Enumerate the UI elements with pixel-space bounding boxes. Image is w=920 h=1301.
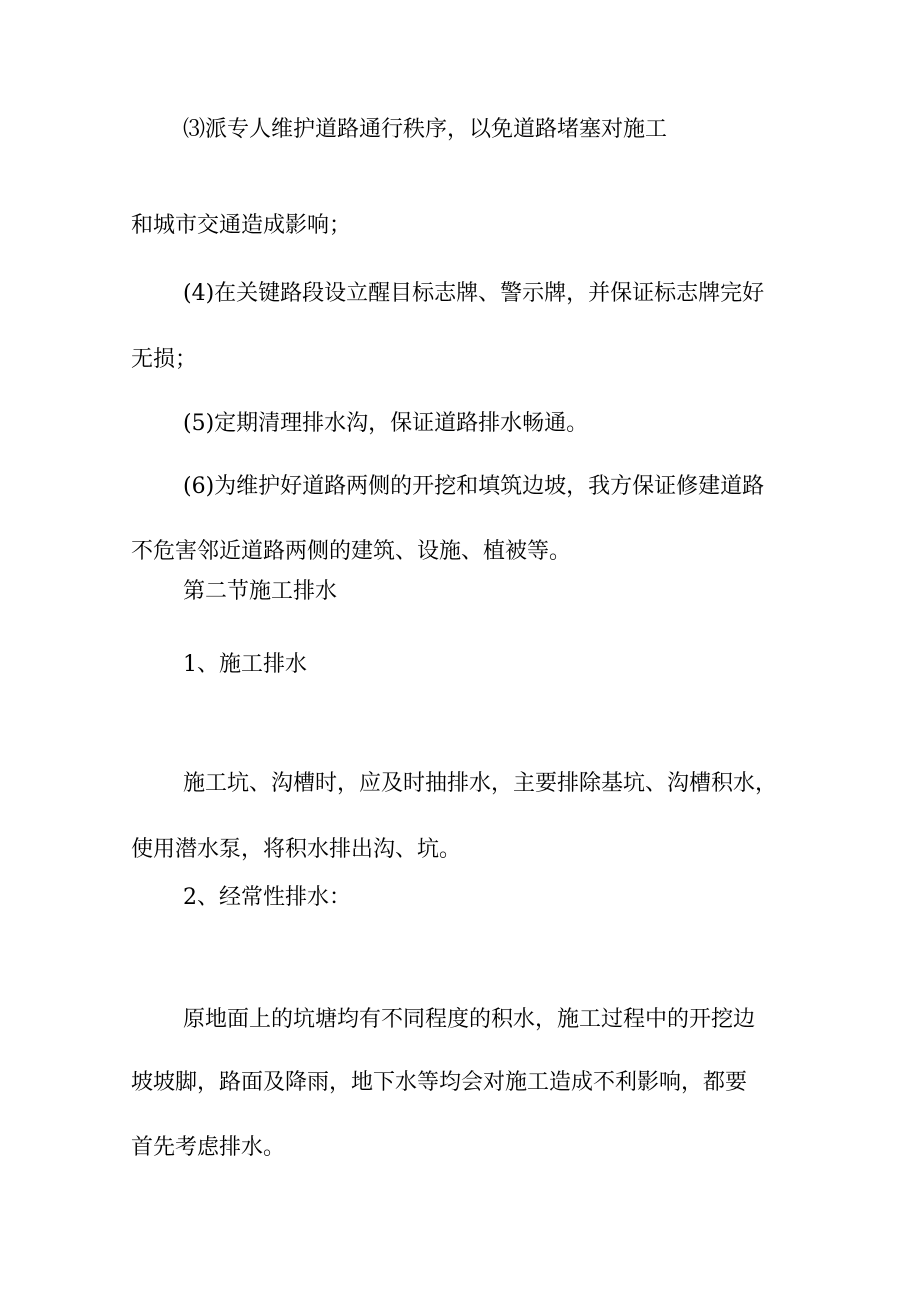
paragraph-item-6-line-2: 不危害邻近道路两侧的建筑、设施、植被等。 <box>131 539 572 564</box>
paragraph-item-3-line-2: 和城市交通造成影响； <box>131 213 352 238</box>
paragraph-regular-drainage-line-3: 首先考虑排水。 <box>131 1135 286 1160</box>
subsection-heading-1: 1、施工排水 <box>183 652 307 677</box>
paragraph-regular-drainage-line-2: 坡坡脚，路面及降雨，地下水等均会对施工造成不利影响，都要 <box>131 1070 748 1095</box>
section-heading: 第二节施工排水 <box>183 579 338 604</box>
paragraph-item-3-line-1: ⑶派专人维护道路通行秩序，以免道路堵塞对施工 <box>183 117 668 142</box>
paragraph-drainage-line-2: 使用潜水泵，将积水排出沟、坑。 <box>131 837 462 862</box>
paragraph-drainage-line-1: 施工坑、沟槽时，应及时抽排水，主要排除基坑、沟槽积水， <box>183 771 778 796</box>
paragraph-item-6-line-1: (6)为维护好道路两侧的开挖和填筑边坡，我方保证修建道路 <box>183 474 765 499</box>
paragraph-regular-drainage-line-1: 原地面上的坑塘均有不同程度的积水，施工过程中的开挖边 <box>183 1007 756 1032</box>
paragraph-item-5: (5)定期清理排水沟，保证道路排水畅通。 <box>183 411 589 436</box>
paragraph-item-4-line-1: (4)在关键路段设立醒目标志牌、警示牌，并保证标志牌完好 <box>183 281 765 306</box>
paragraph-item-4-line-2: 无损； <box>131 347 198 372</box>
subsection-heading-2: 2、经常性排水： <box>183 885 351 910</box>
